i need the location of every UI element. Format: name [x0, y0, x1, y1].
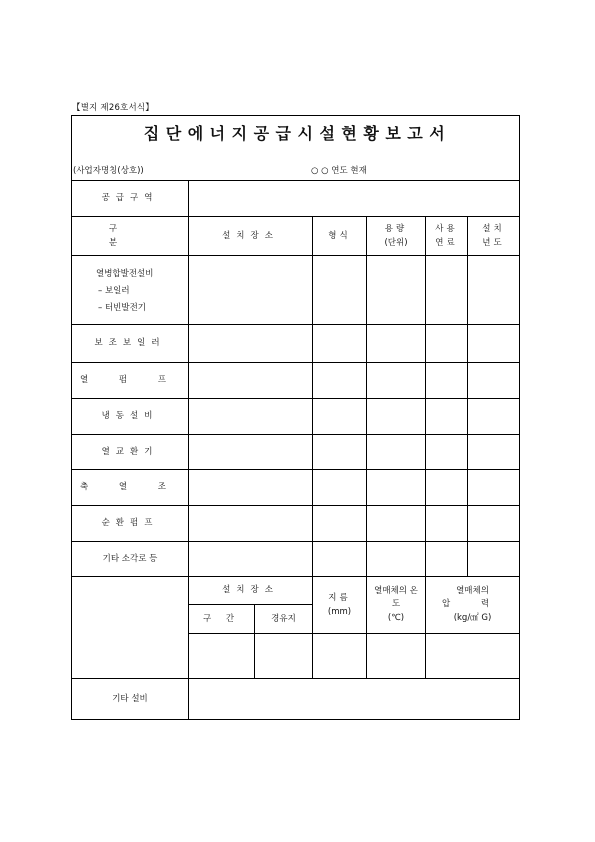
pipe-pressure-line1: 열매체의	[456, 585, 489, 596]
pipe-temperature-line1: 열매체의 온	[374, 585, 418, 596]
cogeneration-item-turbine-generator: – 터빈발전기	[98, 303, 147, 313]
column-divider	[188, 180, 189, 719]
type-header: 형식	[328, 230, 351, 241]
cogeneration-title: 열병합발전설비	[96, 269, 154, 279]
install-year-header-line2: 년도	[482, 238, 505, 248]
row-label-heat-pump: 열 펌 프	[79, 375, 181, 386]
pipe-pressure-line2: 압 력	[441, 599, 504, 610]
pipe-via-header: 경유지	[271, 613, 296, 624]
row-divider	[189, 633, 519, 634]
cogeneration-item-boiler: – 보일러	[98, 286, 130, 296]
other-facilities-field[interactable]	[189, 679, 519, 719]
report-title: 집단에너지공급시설현황보고서	[143, 124, 452, 143]
supply-area-label: 공급구역	[101, 193, 159, 204]
row-label-auxiliary-boiler: 보조보일러	[94, 338, 166, 349]
pipe-temperature-line2: 도	[391, 599, 401, 610]
pipe-temperature-header	[367, 577, 425, 633]
row-label-refrigeration: 냉동설비	[101, 411, 159, 422]
pipe-diameter-line1: 지름	[328, 592, 351, 603]
capacity-header-line1: 용량	[384, 223, 408, 234]
company-name-label: (사업자명칭(상호))	[73, 166, 144, 176]
pipe-pressure-line3: (kg/㎠ G)	[453, 612, 492, 623]
fuel-header-line1: 사용	[435, 223, 458, 234]
row-label-other-incinerator: 기타 소각로 등	[102, 553, 158, 564]
supply-area-field[interactable]	[189, 181, 519, 216]
column-divider	[467, 216, 468, 576]
row-label-heat-storage-tank: 축 열 조	[79, 482, 181, 493]
row-label-circulation-pump: 순환펌프	[101, 518, 159, 529]
install-location-header: 설치장소	[222, 230, 279, 241]
pipe-diameter-line2: (mm)	[327, 607, 352, 617]
row-label-heat-exchanger: 열교환기	[101, 446, 159, 457]
cogeneration-label	[96, 266, 153, 317]
install-year-header-line1: 설치	[482, 223, 505, 234]
row-divider	[72, 255, 519, 256]
pipe-diameter-header	[313, 577, 366, 633]
install-year-header	[468, 217, 519, 255]
pipe-temperature-line3: (℃)	[387, 612, 405, 623]
fuel-header-line2: 연료	[435, 238, 458, 248]
as-of-year-label: ○ ○ 연도 현재	[311, 166, 367, 176]
form-number-label: 【별지 제26호서식】	[72, 103, 154, 113]
pipe-section-header: 구 간	[202, 613, 241, 624]
other-facilities-label: 기타 설비	[112, 693, 148, 704]
pipe-install-location-header: 설치장소	[222, 585, 279, 596]
pipe-pressure-header	[426, 577, 519, 633]
category-header: 구 분	[108, 223, 152, 248]
capacity-header-line2: (단위)	[384, 238, 408, 248]
fuel-header	[426, 217, 467, 255]
capacity-header	[367, 217, 425, 255]
